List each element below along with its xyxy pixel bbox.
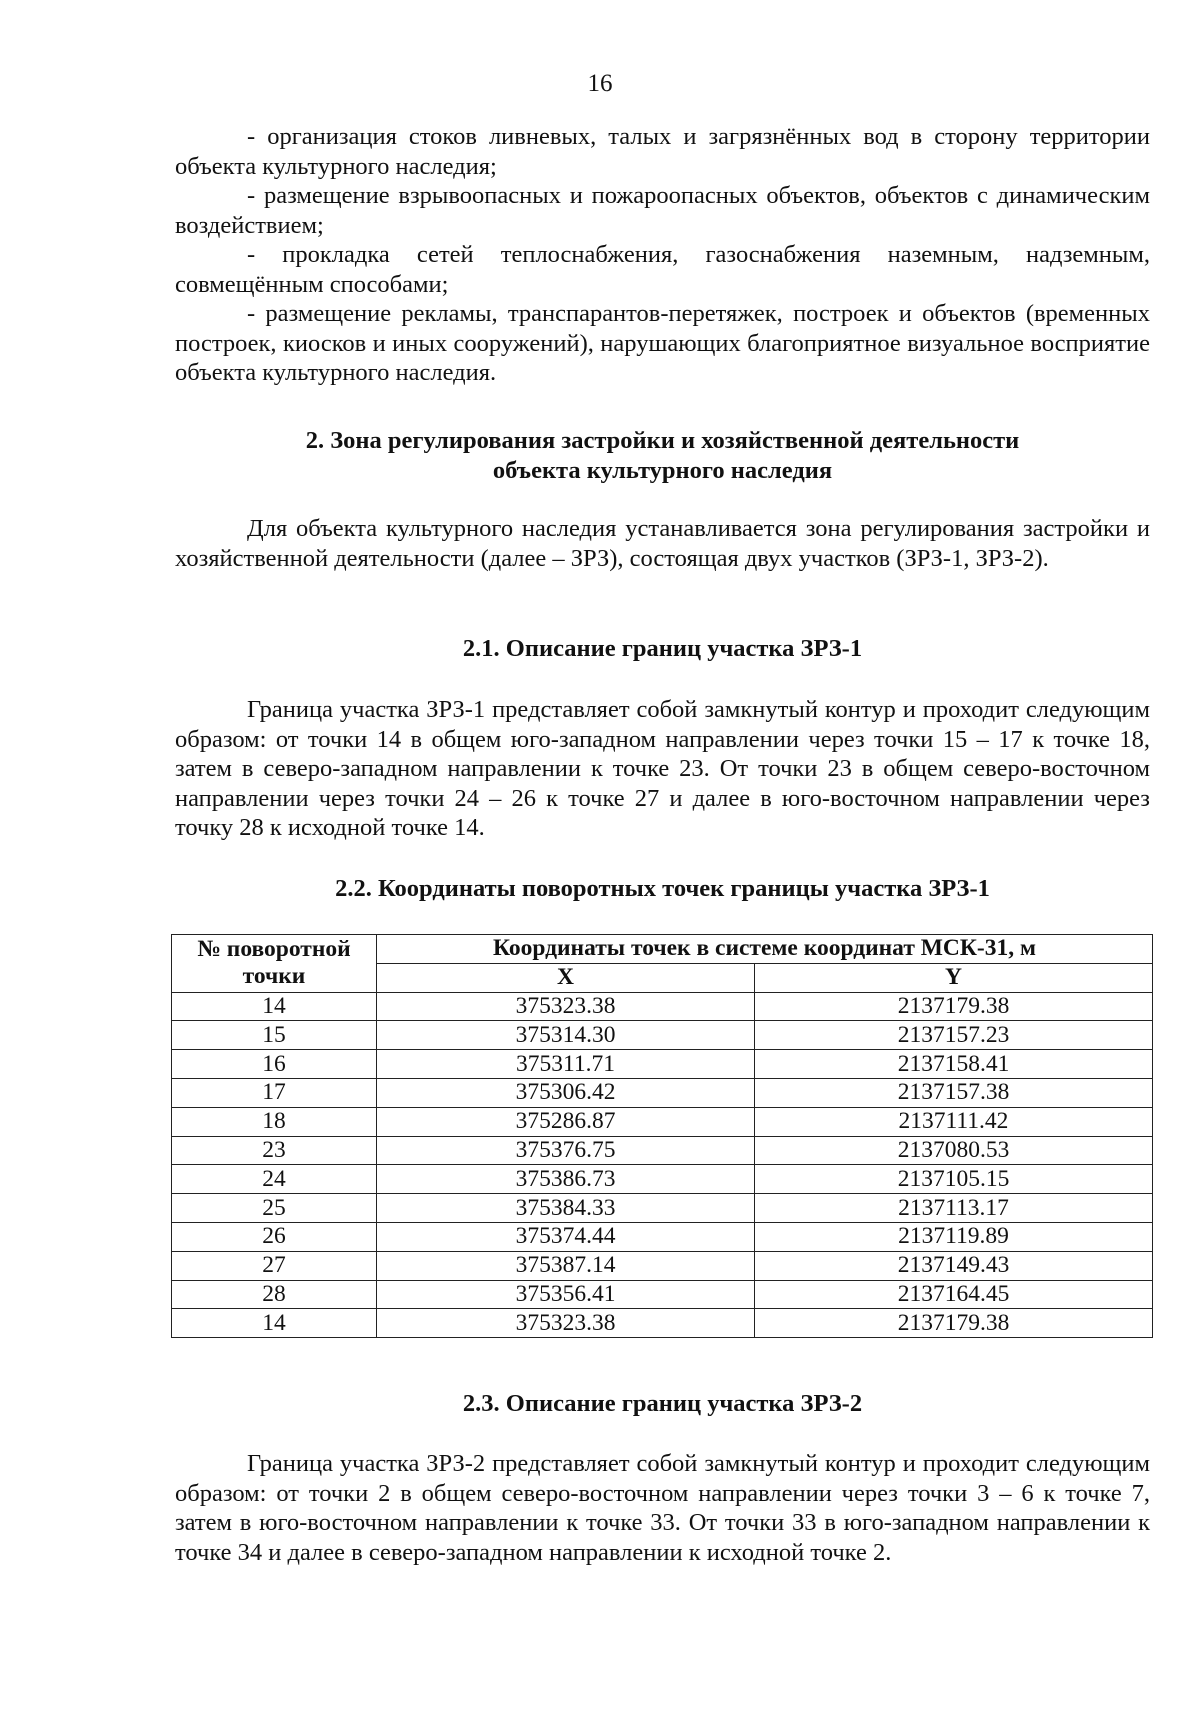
point-number-cell: 24 xyxy=(172,1165,377,1194)
table-row xyxy=(172,1165,1153,1194)
section-heading: 2.2. Координаты поворотных точек границы участка ЗРЗ-1 xyxy=(335,875,990,902)
table-row xyxy=(172,1107,1153,1136)
table-header-coords: Координаты точек в системе координат МСК-31, м xyxy=(377,935,1153,964)
point-number-cell: 14 xyxy=(172,1309,377,1338)
y-coordinate-cell: 2137157.23 xyxy=(755,1021,1153,1050)
paragraph: Для объекта культурного наследия устанавливается зона регулирования застройки и хозяйственной деятельности (далее – ЗРЗ), состоящая двух участков (ЗРЗ-1, ЗРЗ-2). xyxy=(175,515,1150,572)
y-coordinate-cell: 2137158.41 xyxy=(755,1050,1153,1079)
list-item: - прокладка сетей теплоснабжения, газоснабжения наземным, надземным, совмещённым способами; xyxy=(175,241,1150,298)
table-row xyxy=(172,1021,1153,1050)
table-row xyxy=(172,1309,1153,1338)
section-heading: 2.3. Описание границ участка ЗРЗ-2 xyxy=(462,1390,863,1417)
list-item: - размещение взрывоопасных и пожароопасных объектов, объектов с динамическим воздействием; xyxy=(175,182,1150,239)
point-number-cell: 27 xyxy=(172,1251,377,1280)
table-row xyxy=(172,1280,1153,1309)
x-coordinate-cell: 375386.73 xyxy=(377,1165,755,1194)
list-item: - организация стоков ливневых, талых и загрязнённых вод в сторону территории объекта культурного наследия; xyxy=(175,123,1150,180)
x-coordinate-cell: 375376.75 xyxy=(377,1136,755,1165)
x-coordinate-cell: 375306.42 xyxy=(377,1078,755,1107)
section-2-3-heading xyxy=(175,1389,1150,1419)
section-2-1-text xyxy=(175,695,1150,843)
point-number-cell: 18 xyxy=(172,1107,377,1136)
table-body xyxy=(172,992,1153,1338)
point-number-cell: 28 xyxy=(172,1280,377,1309)
section-2-3-text xyxy=(175,1449,1150,1567)
table-row xyxy=(172,1136,1153,1165)
x-coordinate-cell: 375387.14 xyxy=(377,1251,755,1280)
section-2-text xyxy=(175,514,1150,573)
section-2-2-heading xyxy=(175,874,1150,904)
y-coordinate-cell: 2137080.53 xyxy=(755,1136,1153,1165)
x-coordinate-cell: 375286.87 xyxy=(377,1107,755,1136)
paragraph: Граница участка ЗРЗ-1 представляет собой замкнутый контур и проходит следующим образом: от точки 14 в общем юго-западном направлении через точки 15 – 17 к точке 18, затем в северо-западном направлении к точке 23. От точки 23 в общем северо-восточном направлении через точки 24 – 26 к точке 27 и далее в юго-восточном направлении через точку 28 к исходной точке 14. xyxy=(175,696,1150,841)
list-item: - размещение рекламы, транспарантов-перетяжек, построек и объектов (временных построек, киосков и иных сооружений), нарушающих благоприятное визуальное восприятие объекта культурного наследия. xyxy=(175,300,1150,386)
y-coordinate-cell: 2137113.17 xyxy=(755,1194,1153,1223)
y-coordinate-cell: 2137111.42 xyxy=(755,1107,1153,1136)
point-number-cell: 16 xyxy=(172,1050,377,1079)
x-coordinate-cell: 375311.71 xyxy=(377,1050,755,1079)
y-coordinate-cell: 2137119.89 xyxy=(755,1222,1153,1251)
table-row xyxy=(172,992,1153,1021)
table-row xyxy=(172,1194,1153,1223)
prohibitions-list xyxy=(175,122,1150,388)
table-header-x: X xyxy=(377,963,755,992)
section-2-heading xyxy=(175,426,1150,485)
x-coordinate-cell: 375374.44 xyxy=(377,1222,755,1251)
table-header-point: № поворотной точки xyxy=(172,935,377,993)
y-coordinate-cell: 2137149.43 xyxy=(755,1251,1153,1280)
x-coordinate-cell: 375356.41 xyxy=(377,1280,755,1309)
coordinates-table xyxy=(171,934,1153,1338)
point-number-cell: 23 xyxy=(172,1136,377,1165)
point-number-cell: 26 xyxy=(172,1222,377,1251)
section-2-1-heading xyxy=(175,634,1150,664)
section-heading: 2. Зона регулирования застройки и хозяйственной деятельности xyxy=(305,427,1020,454)
x-coordinate-cell: 375323.38 xyxy=(377,1309,755,1338)
section-heading: 2.1. Описание границ участка ЗРЗ-1 xyxy=(462,635,863,662)
y-coordinate-cell: 2137157.38 xyxy=(755,1078,1153,1107)
point-number-cell: 25 xyxy=(172,1194,377,1223)
table-row xyxy=(172,1251,1153,1280)
point-number-cell: 17 xyxy=(172,1078,377,1107)
y-coordinate-cell: 2137164.45 xyxy=(755,1280,1153,1309)
point-number-cell: 14 xyxy=(172,992,377,1021)
x-coordinate-cell: 375384.33 xyxy=(377,1194,755,1223)
page-number: 16 xyxy=(587,70,613,97)
table-row xyxy=(172,1222,1153,1251)
point-number-cell: 15 xyxy=(172,1021,377,1050)
table-row xyxy=(172,1050,1153,1079)
y-coordinate-cell: 2137179.38 xyxy=(755,992,1153,1021)
table-row xyxy=(172,1078,1153,1107)
y-coordinate-cell: 2137179.38 xyxy=(755,1309,1153,1338)
paragraph: Граница участка ЗРЗ-2 представляет собой замкнутый контур и проходит следующим образом: от точки 2 в общем северо-восточном направлении через точки 3 – 6 к точке 7, затем в юго-восточном направлении к точке 33. От точки 33 в юго-западном направлении к точке 34 и далее в северо-западном направлении к исходной точке 2. xyxy=(175,1450,1150,1566)
x-coordinate-cell: 375314.30 xyxy=(377,1021,755,1050)
section-heading: объекта культурного наследия xyxy=(492,456,833,484)
table-header-y: Y xyxy=(755,963,1153,992)
y-coordinate-cell: 2137105.15 xyxy=(755,1165,1153,1194)
x-coordinate-cell: 375323.38 xyxy=(377,992,755,1021)
